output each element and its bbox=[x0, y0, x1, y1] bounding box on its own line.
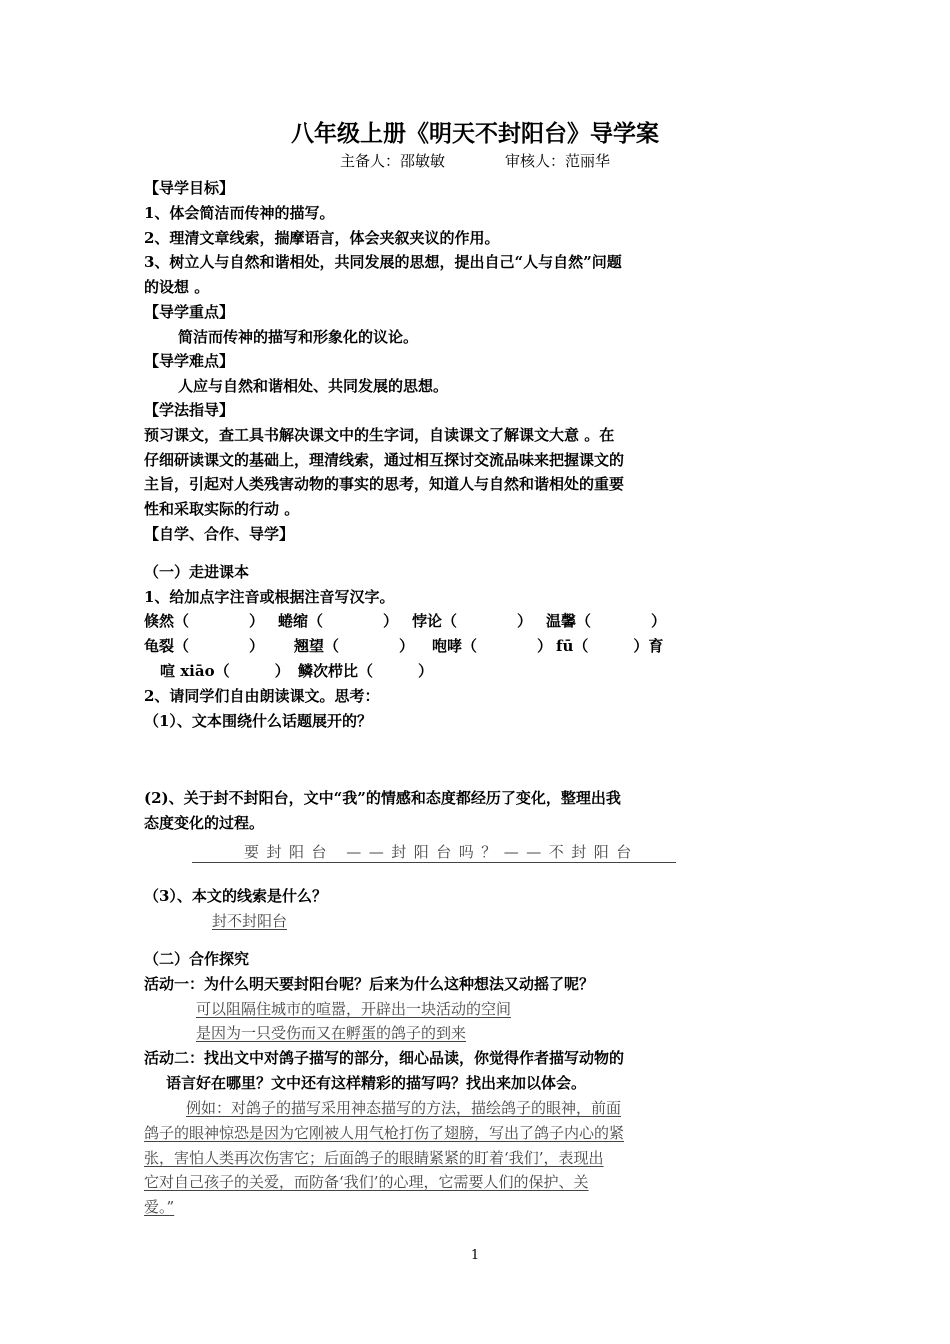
activity-2-answer-line-2: 鸽子的眼神惊恐是因为它刚被人用气枪打伤了翅膀，写出了鸽子内心的紧 bbox=[144, 1124, 625, 1142]
page-title: 八年级上册《明天不封阳台》导学案 bbox=[291, 120, 659, 147]
pinyin-item: 蜷缩（ ） bbox=[278, 612, 399, 630]
goal-item-3: 3、树立人与自然和谐相处，共同发展的思想，提出自己“人与自然”问题 bbox=[144, 253, 622, 271]
self-study-heading: 【自学、合作、导学】 bbox=[144, 525, 295, 543]
page-number: 1 bbox=[470, 1248, 480, 1263]
goal-item-2: 2、理清文章线索，揣摩语言，体会夹叙夹议的作用。 bbox=[144, 229, 500, 247]
difficulties-text: 人应与自然和谐相处、共同发展的思想。 bbox=[178, 377, 449, 395]
method-line-1: 预习课文，查工具书解决课文中的生字词，自读课文了解课文大意 。在 bbox=[144, 426, 615, 444]
pinyin-item: 咆哮（ ） bbox=[432, 637, 553, 655]
answer-clue-line bbox=[144, 909, 705, 933]
pinyin-item: 鳞次栉比（ ） bbox=[298, 662, 434, 680]
question-1: 1、给加点字注音或根据注音写汉字。 bbox=[144, 588, 395, 606]
pinyin-item: 温馨（ ） bbox=[546, 612, 667, 630]
goal-item-1: 1、体会简洁而传神的描写。 bbox=[144, 204, 335, 222]
activity-1: 活动一：为什么明天要封阳台呢？后来为什么这种想法又动摇了呢？ bbox=[144, 975, 595, 993]
pinyin-row-1 bbox=[144, 609, 679, 633]
activity-1-answer-2: 是因为一只受伤而又在孵蛋的鸽子的到来 bbox=[196, 1024, 467, 1042]
activity-2-answer-line-4: 它对自己孩子的关爱，而防备‘我们’的心理，它需要人们的保护、关 bbox=[144, 1173, 589, 1191]
preparer: 主备人：邵敏敏 bbox=[339, 152, 445, 170]
pinyin-item: 翘望（ ） bbox=[294, 637, 415, 655]
part1-heading: （一）走进课本 bbox=[144, 563, 250, 581]
activity-1-answer-1: 可以阻隔住城市的喧嚣，开辟出一块活动的空间 bbox=[196, 1000, 512, 1018]
activity-2-answer-line-1: 例如：对鸽子的描写采用神态描写的方法，描绘鸽子的眼神，前面 bbox=[186, 1099, 622, 1117]
activity-2-answer-line-3: 张，害怕人类再次伤害它；后面鸽子的眼睛紧紧的盯着‘我们’，表现出 bbox=[144, 1149, 604, 1167]
question-2-1: （1）、文本围绕什么话题展开的？ bbox=[144, 712, 372, 730]
method-line-2: 仔细研读课文的基础上，理清线索，通过相互探讨交流品味来把握课文的 bbox=[144, 451, 625, 469]
answer-clue: 封不封阳台 bbox=[212, 912, 288, 930]
activity-2-line2: 语言好在哪里？文中还有这样精彩的描写吗？找出来加以体会。 bbox=[166, 1074, 587, 1092]
goals-heading: 【导学目标】 bbox=[144, 179, 235, 197]
pinyin-row-2 bbox=[144, 634, 679, 658]
activity-1-answer-1-line bbox=[144, 997, 679, 1021]
pinyin-item: 龟裂（ ） bbox=[144, 637, 265, 655]
pinyin-item: fū（ ）育 bbox=[556, 637, 664, 655]
question-2-2-line1: (2)、关于封不封阳台，文中“我”的情感和态度都经历了变化，整理出我 bbox=[144, 789, 621, 807]
activity-2-line1: 活动二：找出文中对鸽子描写的部分，细心品读，你觉得作者描写动物的 bbox=[144, 1049, 625, 1067]
method-heading: 【学法指导】 bbox=[144, 401, 235, 419]
question-2: 2、请同学们自由朗读课文。思考： bbox=[144, 687, 380, 705]
pinyin-item: 悖论（ ） bbox=[412, 612, 533, 630]
reviewer: 审核人：范丽华 bbox=[505, 152, 611, 170]
activity-2-answer-line-5: 爱。” bbox=[144, 1198, 175, 1216]
key-points-text: 简洁而传神的描写和形象化的议论。 bbox=[178, 328, 419, 346]
pinyin-row-3 bbox=[144, 659, 695, 683]
method-line-4: 性和采取实际的行动 。 bbox=[144, 500, 300, 518]
part2-heading: （二）合作探究 bbox=[144, 950, 250, 968]
question-2-3: （3）、本文的线索是什么？ bbox=[144, 887, 327, 905]
question-2-2-line2: 态度变化的过程。 bbox=[144, 814, 265, 832]
activity-1-answer-2-line bbox=[144, 1021, 679, 1045]
pinyin-item: 倏然（ ） bbox=[144, 612, 265, 630]
difficulties-heading: 【导学难点】 bbox=[144, 352, 235, 370]
pinyin-item: 喧 xiāo（ ） bbox=[160, 662, 290, 680]
key-points-heading: 【导学重点】 bbox=[144, 303, 235, 321]
method-line-3: 主旨，引起对人类残害动物的事实的思考，知道人与自然和谐相处的重要 bbox=[144, 475, 625, 493]
authors-line bbox=[0, 150, 950, 172]
goal-item-3-cont: 的设想 。 bbox=[144, 278, 210, 296]
answer-attitude-change: 要封阳台 ——封阳台吗？——不封阳台 bbox=[192, 842, 676, 863]
